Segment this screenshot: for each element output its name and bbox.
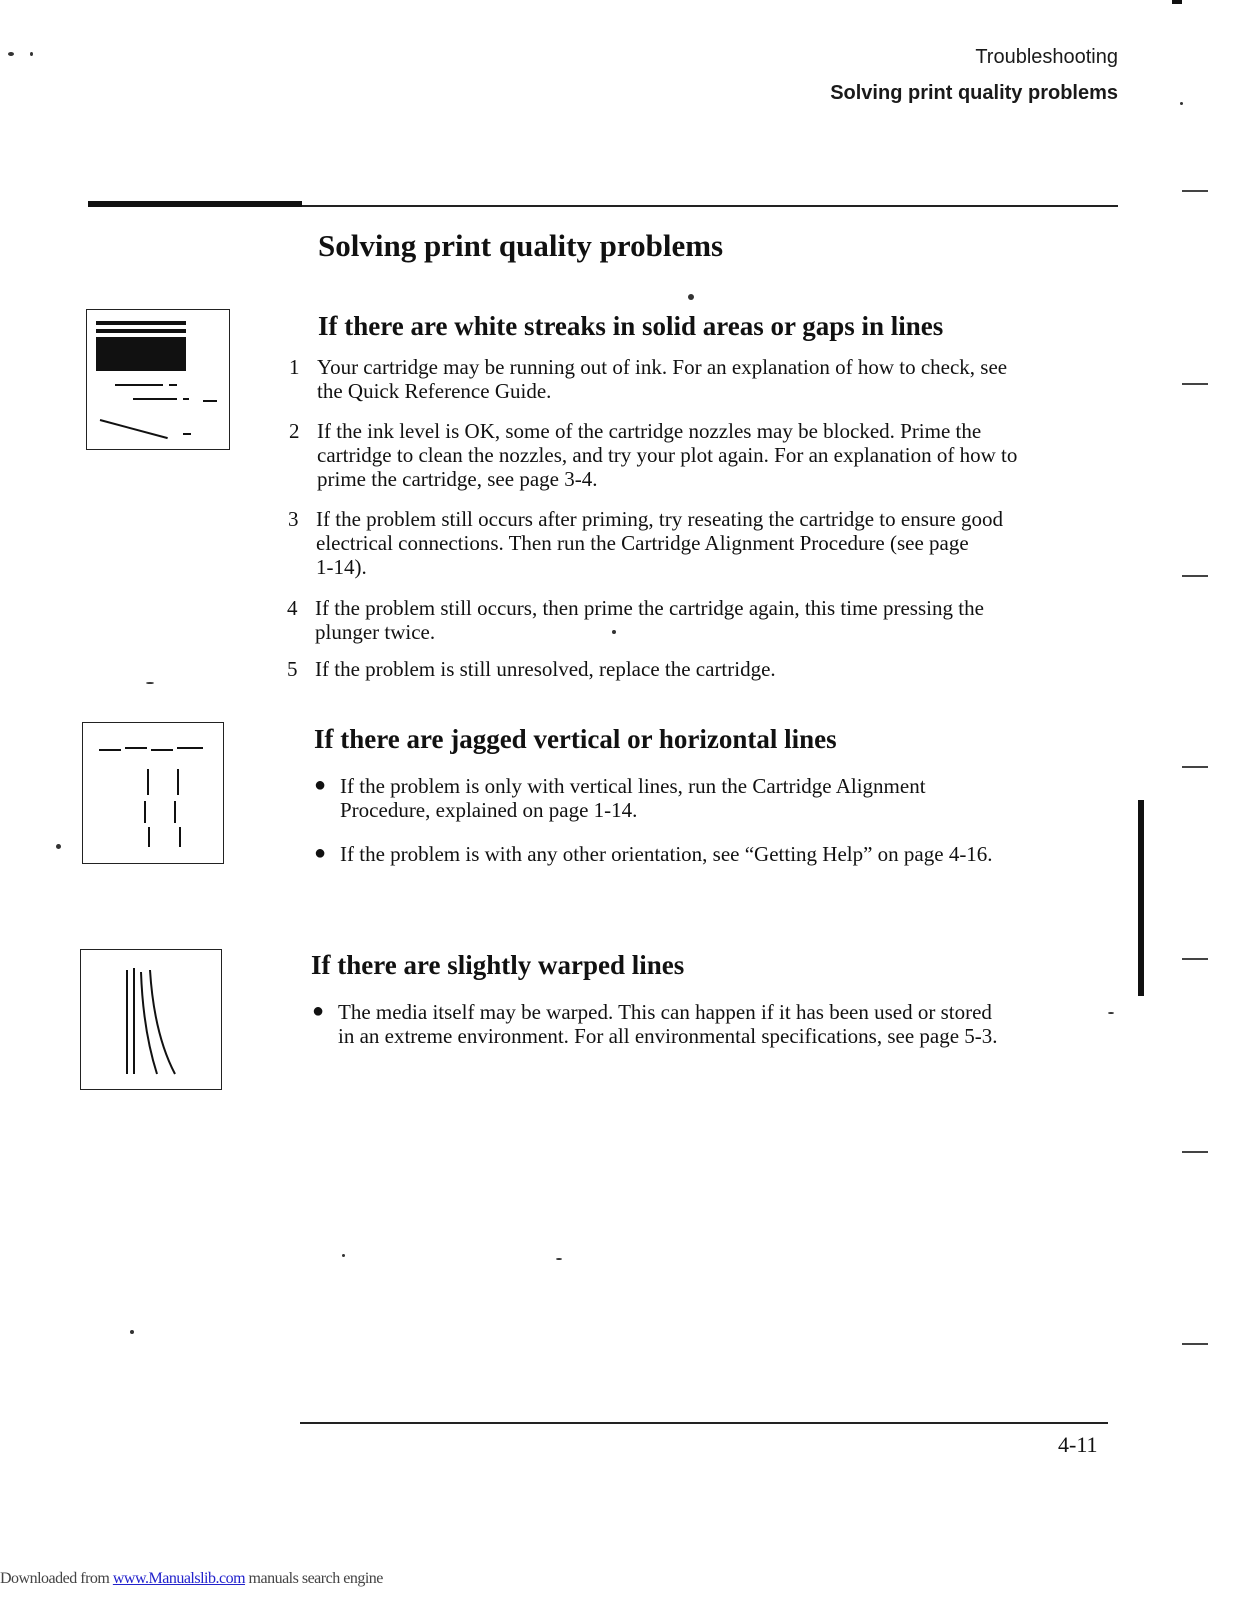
- heading-jagged-lines: If there are jagged vertical or horizontal lines: [314, 724, 837, 754]
- step-text-line: the Quick Reference Guide.: [317, 379, 552, 403]
- scan-corner-mark: [1172, 0, 1182, 4]
- bullet-dot: ●: [312, 1000, 325, 1022]
- scan-margin-bar: [1138, 800, 1144, 996]
- scan-speck: [30, 52, 33, 56]
- step-number: 2: [289, 419, 300, 443]
- step-3: [288, 507, 1003, 579]
- scan-speck: [8, 52, 14, 56]
- title-rule-thin: [302, 205, 1118, 207]
- bullet-text-line: If the problem is with any other orientation, see “Getting Help” on page 4-16.: [340, 842, 993, 866]
- bullet-dot: ●: [314, 774, 327, 796]
- scan-margin-tick: [1182, 958, 1208, 960]
- scan-margin-tick: [1182, 383, 1208, 385]
- bullet-dot: ●: [314, 842, 327, 864]
- heading-white-streaks: If there are white streaks in solid areas or gaps in lines: [318, 311, 944, 341]
- scan-speck: [56, 844, 61, 849]
- bullet-text-line: If the problem is only with vertical lines, run the Cartridge Alignment: [340, 774, 926, 798]
- heading-warped-lines: If there are slightly warped lines: [311, 950, 685, 980]
- warped-lines-illustration: [80, 949, 222, 1090]
- scan-margin-tick: [1182, 190, 1208, 192]
- step-number: 4: [287, 596, 298, 620]
- step-1: [289, 355, 1008, 403]
- step-text-line: 1-14).: [316, 555, 367, 579]
- download-footer: [0, 1570, 383, 1588]
- running-header-topic: Solving print quality problems: [830, 82, 1118, 104]
- step-text-line: Your cartridge may be running out of ink. For an explanation of how to check, see: [317, 355, 1008, 379]
- step-text-line: If the problem still occurs, then prime the cartridge again, this time pressing the: [315, 596, 984, 620]
- step-text-line: If the problem is still unresolved, replace the cartridge.: [315, 657, 776, 681]
- scan-speck: [1108, 1012, 1114, 1014]
- scan-margin-tick: [1182, 766, 1208, 768]
- footer-rule: [300, 1422, 1108, 1424]
- step-text-line: plunger twice.: [315, 620, 436, 644]
- bullet-item: [314, 774, 926, 822]
- footer-suffix: manuals search engine: [245, 1570, 383, 1587]
- step-number: 5: [287, 657, 298, 681]
- step-text-line: If the problem still occurs after priming, try reseating the cartridge to ensure good: [316, 507, 1003, 531]
- scan-speck: [612, 630, 616, 634]
- white-streaks-illustration: [86, 309, 230, 450]
- scan-margin-tick: [1182, 575, 1208, 577]
- bullet-item: [314, 842, 993, 866]
- warped-lines-drawing: [81, 950, 220, 1088]
- step-number: 3: [288, 507, 299, 531]
- jagged-lines-illustration: [82, 722, 224, 864]
- step-4: [287, 596, 984, 644]
- step-text-line: If the ink level is OK, some of the cartridge nozzles may be blocked. Prime the: [317, 419, 982, 443]
- bullet-item: [312, 1000, 998, 1048]
- scan-speck: [556, 1258, 562, 1260]
- scan-margin-tick: [1182, 1343, 1208, 1345]
- step-2: [289, 419, 1018, 491]
- step-text-line: prime the cartridge, see page 3-4.: [317, 467, 598, 491]
- scan-speck: [342, 1254, 345, 1257]
- scan-speck: [130, 1330, 134, 1334]
- bullet-text-line: in an extreme environment. For all environmental specifications, see page 5-3.: [338, 1024, 998, 1048]
- footer-prefix: Downloaded from: [0, 1570, 113, 1587]
- bullet-text-line: The media itself may be warped. This can happen if it has been used or stored: [338, 1000, 992, 1024]
- title-rule-thick: [88, 201, 302, 207]
- scan-speck: [688, 294, 694, 300]
- scan-margin-tick: [1182, 1151, 1208, 1153]
- step-text-line: cartridge to clean the nozzles, and try your plot again. For an explanation of how to: [317, 443, 1018, 467]
- running-header-section: Troubleshooting: [975, 46, 1118, 68]
- manualslib-link[interactable]: www.Manualslib.com: [112, 1570, 246, 1587]
- scan-speck: [1180, 102, 1183, 105]
- page-number: 4-11: [1058, 1432, 1098, 1457]
- scan-speck: [146, 682, 154, 684]
- bullet-text-line: Procedure, explained on page 1-14.: [340, 798, 638, 822]
- page-title: Solving print quality problems: [318, 228, 724, 263]
- step-number: 1: [289, 355, 300, 379]
- step-5: [287, 657, 776, 681]
- step-text-line: electrical connections. Then run the Cartridge Alignment Procedure (see page: [316, 531, 969, 555]
